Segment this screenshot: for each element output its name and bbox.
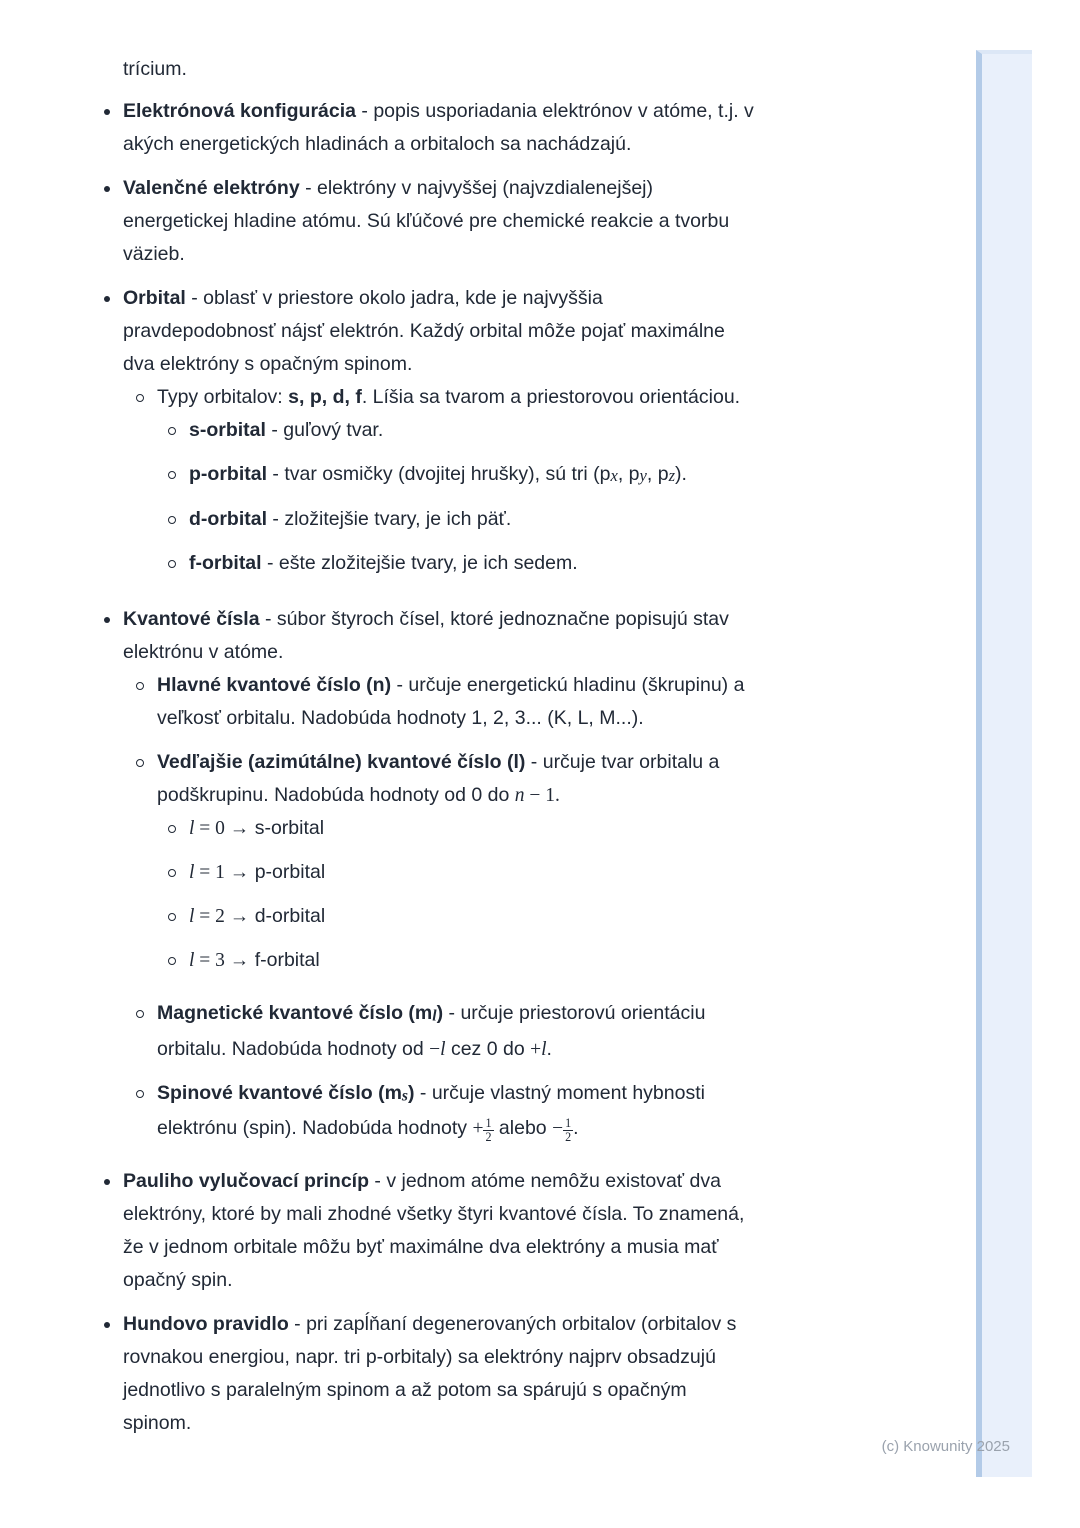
definition-line [189,503,903,536]
definition-text: elektrónu v atóme. [123,640,284,663]
fraction-one-half [563,1117,573,1144]
math-text: = 0 [194,817,230,839]
list-item-typy-orbitalov [157,381,903,580]
definition-text: - oblasť v priestore okolo jadra, kde je najvyššia [185,287,603,309]
definition-text: , p [646,463,669,485]
math-text: = 2 [194,905,230,927]
definition-text: dva elektróny s opačným spinom. [123,353,413,375]
term-label: f-orbital [189,551,262,574]
fraction-numerator: 1 [565,1115,572,1130]
bullet-icon [168,516,176,524]
definition-text: - zložitejšie tvary, je ich päť. [267,507,512,530]
bullet-icon [104,186,110,192]
fraction-denominator: 2 [565,1129,572,1144]
bullet-icon [168,869,176,877]
definition-text: d-orbital [249,904,326,927]
definition-text: väzieb. [123,243,185,265]
math-subscript-s: s [401,1087,408,1105]
math-text: − 1. [524,784,560,806]
list-item-f-orbital [189,547,903,580]
fraction-numerator: 1 [485,1115,492,1130]
definition-line [157,746,903,779]
definition-text: s-orbital [249,816,325,839]
math-variable-n: n [514,784,525,806]
definition-text: p-orbital [249,860,326,883]
term-label: Kvantové čísla [123,607,260,630]
arrow-icon: → [229,816,250,839]
math-variable-l: l [189,817,195,839]
fraction-denominator: 2 [485,1129,492,1144]
bullet-icon [104,1322,110,1328]
definition-line [157,779,903,812]
term-label: Magnetické kvantové číslo (m [157,1001,433,1024]
definition-text: Typy orbitalov: [157,386,289,408]
list-item-s-orbital [189,414,903,447]
term-label: Orbital [123,287,186,309]
definition-text: spinom. [123,1412,192,1435]
definition-text: - súbor štyroch čísel, ktoré jednoznačne popisujú stav [259,607,729,630]
definition-line [123,603,903,636]
definition-text: - určuje priestorovú orientáciu [443,1001,706,1024]
term-label: p-orbital [189,463,267,485]
bullet-icon [104,296,110,302]
list-item-l-equals-0 [189,812,903,845]
term-label: Pauliho vylučovací princíp [123,1170,369,1193]
definition-line [123,172,903,205]
definition-text: ). [675,463,687,485]
bullet-icon [168,913,176,921]
bullet-list [123,95,903,1440]
list-item-orbital [123,282,903,580]
definition-line [189,458,903,492]
list-item-d-orbital [189,503,903,536]
sub-list-orbital-types [157,381,903,580]
definition-line [157,997,903,1033]
list-item-hlavne-kvantove-cislo [157,669,903,735]
definition-line [189,900,903,933]
bullet-icon [168,427,176,435]
sub-list-orbital-shapes [189,414,903,580]
definition-line [123,95,903,128]
definition-line [157,1033,903,1066]
math-text: = 3 [194,949,230,971]
list-item-pauliho-princip [123,1165,903,1297]
list-item-spinove-kvantove-cislo [157,1077,903,1146]
definition-line [123,282,903,315]
math-subscript-z: z [668,465,676,485]
definition-text: orbitalu. Nadobúda hodnoty od [157,1037,430,1060]
definition-text: - určuje energetickú hladinu (škrupinu) a [391,673,745,696]
math-variable-l: l [189,905,195,927]
bullet-icon [168,825,176,833]
term-label: ) [436,1001,444,1024]
right-scrollbar-thumb[interactable] [976,50,1032,1477]
math-plus-sign: + [472,1118,484,1140]
definition-text: energetickej hladine atómu. Sú kľúčové pre chemické reakcie a tvorbu [123,210,730,232]
math-variable-l: l [440,1038,446,1060]
definition-text: - určuje tvar orbitalu a [525,750,720,773]
math-variable-l: l [189,861,195,883]
definition-text: veľkosť orbitalu. Nadobúda hodnoty 1, 2, 3... (K, L, M...). [157,706,644,729]
definition-text: - v jednom atóme nemôžu existovať dva [369,1170,721,1193]
definition-text: pravdepodobnosť nájsť elektrón. Každý orbital môže pojať maximálne [123,320,725,342]
list-item-valencne-elektrony [123,172,903,271]
list-item-elektronova-konfiguracia [123,95,903,161]
bullet-icon [104,109,110,115]
definition-text: podškrupinu. Nadobúda hodnoty od 0 do [157,783,515,806]
term-label: s, p, d, f [288,386,362,408]
term-label: Valenčné elektróny [123,177,300,199]
term-label: Hlavné kvantové číslo (n) [157,673,392,696]
definition-text: . [546,1037,552,1060]
term-label: Elektrónová konfigurácia [123,100,356,122]
definition-text: - ešte zložitejšie tvary, je ich sedem. [261,551,578,574]
definition-text: - elektróny v najvyššej (najvzdialenejšej) [299,177,653,199]
term-label: Spinové kvantové číslo (m [157,1081,402,1104]
definition-line [123,1165,903,1198]
bullet-icon [168,560,176,568]
arrow-icon: → [229,904,250,927]
definition-line [157,669,903,702]
term-label: Vedľajšie (azimútálne) kvantové číslo (l) [157,750,526,773]
sub-list-l-values [189,812,903,977]
bullet-icon [168,957,176,965]
definition-text: - popis usporiadania elektrónov v atóme, t.j. v [355,100,754,122]
definition-text: že v jednom orbitale môžu byť maximálne dva elektróny a musia mať [123,1236,719,1259]
definition-line [189,812,903,845]
math-subscript-l: l [432,1007,437,1025]
term-label: Hundovo pravidlo [123,1313,289,1336]
definition-text: - guľový tvar. [265,419,384,441]
bullet-icon [136,1010,144,1018]
math-plus-sign: + [530,1038,542,1060]
definition-line [157,1077,903,1113]
definition-text: elektrónu (spin). Nadobúda hodnoty [157,1117,473,1140]
list-item-hundovo-pravidlo [123,1308,903,1440]
bullet-icon [168,471,176,479]
math-subscript-x: x [610,465,618,485]
arrow-icon: → [229,948,250,971]
definition-text: opačný spin. [123,1269,233,1292]
definition-text: rovnakou energiou, napr. tri p-orbitaly) sa elektróny najprv obsadzujú [123,1346,716,1369]
list-item-vedlajsie-kvantove-cislo [157,746,903,977]
definition-line [157,1112,903,1145]
definition-line [123,1308,903,1341]
definition-text: - určuje vlastný moment hybnosti [414,1081,705,1104]
arrow-icon: → [229,860,250,883]
continuation-text: trícium. [123,58,187,80]
definition-text: akých energetických hladinách a orbitaloch sa nachádzajú. [123,133,632,155]
definition-line [189,856,903,889]
bullet-icon [136,759,144,767]
math-text: = 1 [194,861,230,883]
definition-text: jednotlivo s paralelným spinom a až potom sa spárujú s opačným [123,1379,687,1402]
definition-text: - pri zapĺňaní degenerovaných orbitalov (orbitalov s [288,1313,737,1336]
notes-content [123,53,903,1440]
math-minus-sign: − [429,1038,441,1060]
bullet-icon [104,1179,110,1185]
math-subscript-y: y [639,465,647,485]
definition-line [189,547,903,580]
term-label: d-orbital [189,507,267,530]
definition-line [189,944,903,977]
definition-text: , p [617,463,640,485]
list-item-p-orbital [189,458,903,492]
math-variable-l: l [189,949,195,971]
definition-text: - tvar osmičky (dvojitej hrušky), sú tri (p [267,463,611,485]
math-minus-sign: − [552,1118,564,1140]
definition-line [157,381,903,414]
list-item-kvantove-cisla [123,603,903,1145]
term-label: ) [408,1081,415,1104]
bullet-icon [136,1090,144,1098]
definition-text: elektróny, ktoré by mali zhodné všetky štyri kvantové čísla. To znamená, [123,1203,745,1226]
term-label: s-orbital [189,419,266,441]
copyright-watermark: (c) Knowunity 2025 [881,1438,1010,1455]
list-item-magneticke-kvantove-cislo [157,997,903,1066]
fraction-one-half [483,1117,493,1144]
definition-text: alebo [493,1117,553,1140]
definition-text: cez 0 do [445,1037,531,1060]
definition-text: f-orbital [249,948,320,971]
bullet-icon [136,394,144,402]
list-item-l-equals-2 [189,900,903,933]
bullet-icon [136,682,144,690]
list-item-l-equals-1 [189,856,903,889]
definition-text: . Líšia sa tvarom a priestorovou orientáciou. [361,386,741,408]
sub-list-quantum-numbers [157,669,903,1145]
math-variable-l: l [541,1038,547,1060]
bullet-icon [104,617,110,623]
list-item-l-equals-3 [189,944,903,977]
definition-line [189,414,903,447]
definition-text: . [573,1117,579,1140]
